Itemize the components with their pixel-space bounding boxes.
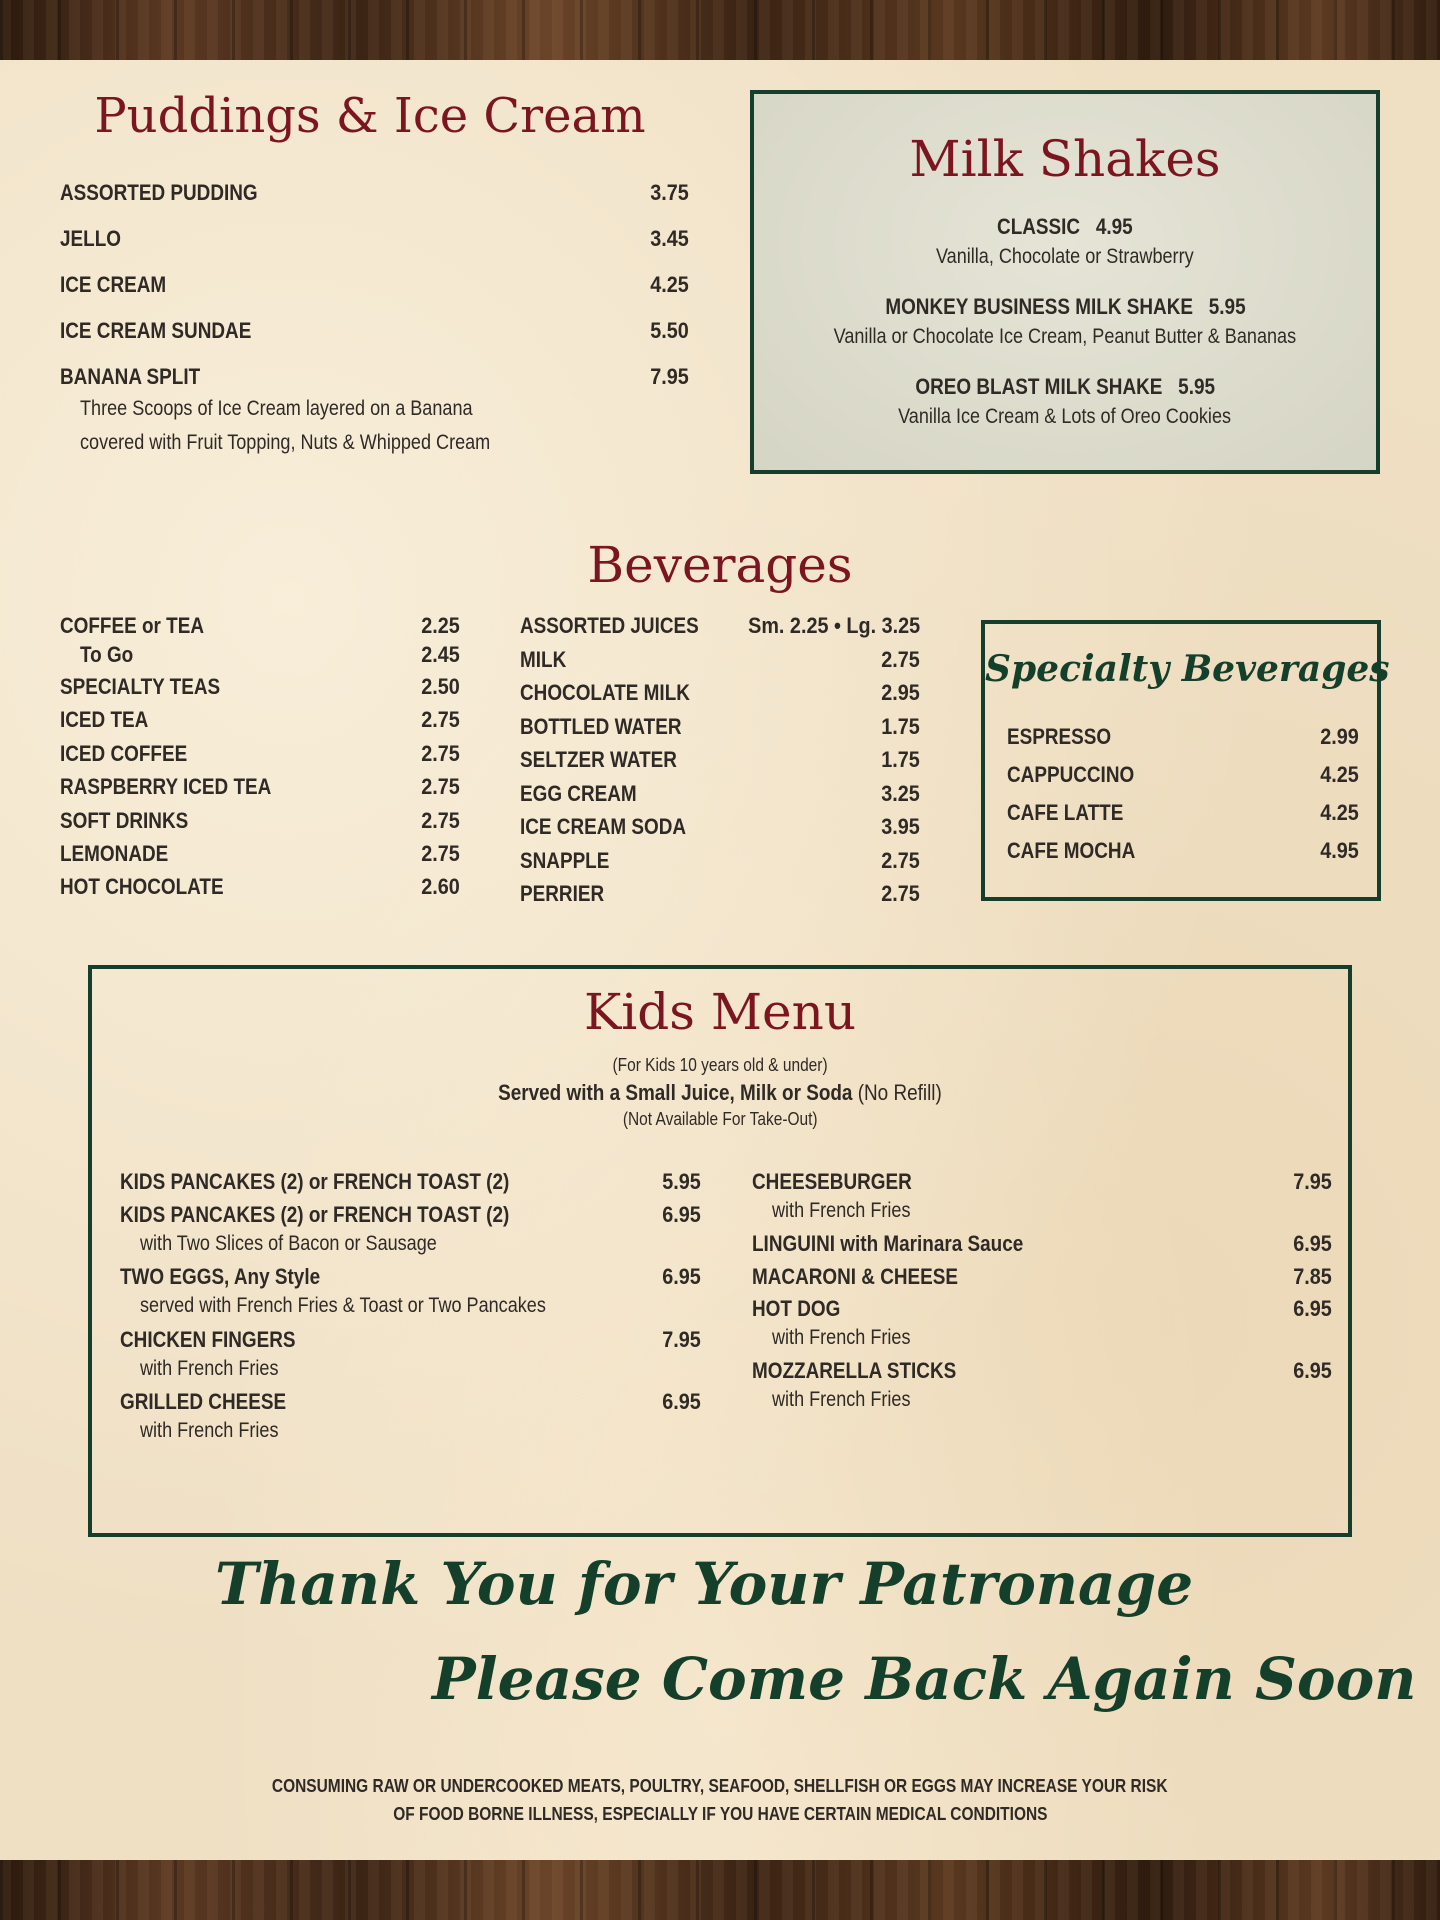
kids-menu-box	[88, 965, 1352, 1537]
thanks-line-2: Please Come Back Again Soon	[432, 1645, 1417, 1713]
wood-border-bottom	[0, 1860, 1440, 1920]
beverage-name: ICED COFFEE	[60, 741, 188, 766]
beverages-title: Beverages	[587, 536, 853, 594]
kids-item-desc: with French Fries	[772, 1199, 911, 1222]
beverage-price: 2.75	[881, 881, 920, 906]
milkshake-price: 5.95	[1208, 294, 1246, 319]
beverage-price: 2.75	[421, 707, 460, 732]
specialty-price: 4.25	[1320, 800, 1359, 825]
kids-item-name: MACARONI & CHEESE	[752, 1264, 959, 1289]
banana-split-desc: covered with Fruit Topping, Nuts & Whipped Cream	[80, 431, 491, 454]
kids-item-price: 7.85	[1293, 1264, 1332, 1289]
kids-item-price: 6.95	[1293, 1358, 1332, 1383]
specialty-name: CAPPUCCINO	[1007, 762, 1135, 787]
beverage-name: HOT CHOCOLATE	[60, 874, 224, 899]
kids-item-name: KIDS PANCAKES (2) or FRENCH TOAST (2)	[120, 1169, 510, 1194]
pudding-item-name: JELLO	[60, 226, 121, 251]
kids-note	[92, 1109, 1348, 1130]
kids-note	[92, 1055, 1348, 1076]
specialty-box	[981, 620, 1390, 901]
beverage-name: BOTTLED WATER	[520, 714, 682, 739]
milkshakes-box	[750, 90, 1380, 474]
beverage-price: 3.95	[881, 814, 920, 839]
kids-note-bold: Served with a Small Juice, Milk or Soda	[498, 1080, 853, 1105]
pudding-item-price: 3.75	[650, 180, 689, 205]
beverage-name: MILK	[520, 647, 567, 672]
milkshake-price: 5.95	[1177, 374, 1215, 399]
beverage-price: 2.75	[881, 647, 920, 672]
kids-item-desc: with French Fries	[140, 1419, 279, 1442]
kids-item-price: 7.95	[1293, 1169, 1332, 1194]
kids-item-price: 6.95	[662, 1202, 701, 1227]
kids-item-price: 6.95	[662, 1389, 701, 1414]
kids-note-text: (Not Available For Take-Out)	[622, 1109, 818, 1129]
specialty-price: 4.25	[1320, 762, 1359, 787]
milkshakes-title: Milk Shakes	[909, 130, 1221, 188]
beverage-name: LEMONADE	[60, 841, 169, 866]
beverage-price: 1.75	[881, 747, 920, 772]
beverage-name: CHOCOLATE MILK	[520, 680, 690, 705]
beverage-name: COFFEE or TEA	[60, 613, 205, 638]
beverage-name: SELTZER WATER	[520, 747, 677, 772]
milkshake-desc	[754, 325, 1376, 349]
beverage-price: 3.25	[881, 781, 920, 806]
beverage-price: 2.75	[881, 848, 920, 873]
kids-note	[92, 1080, 1348, 1106]
beverage-name: EGG CREAM	[520, 781, 637, 806]
kids-item-desc: with French Fries	[772, 1388, 911, 1411]
milkshake-item	[754, 294, 1376, 320]
beverage-price: 2.75	[421, 774, 460, 799]
milkshake-name: MONKEY BUSINESS MILK SHAKE	[884, 294, 1193, 319]
beverage-price: 2.75	[421, 841, 460, 866]
beverage-price: 2.45	[421, 642, 460, 667]
beverage-price: 1.75	[881, 714, 920, 739]
beverage-name: ICED TEA	[60, 707, 149, 732]
kids-item-name: CHICKEN FINGERS	[120, 1327, 296, 1352]
beverage-price: 2.75	[421, 808, 460, 833]
specialty-price: 4.95	[1320, 838, 1359, 863]
pudding-item-price: 5.50	[650, 318, 689, 343]
kids-note-rest: (No Refill)	[852, 1080, 942, 1105]
milkshake-desc-text: Vanilla, Chocolate or Strawberry	[936, 245, 1194, 268]
beverage-name: SNAPPLE	[520, 848, 610, 873]
kids-item-name: TWO EGGS, Any Style	[120, 1264, 321, 1289]
pudding-item-price: 3.45	[650, 226, 689, 251]
milkshake-name: CLASSIC	[997, 214, 1081, 239]
milkshake-desc	[754, 245, 1376, 269]
beverage-price: 2.60	[421, 874, 460, 899]
milkshake-desc-text: Vanilla or Chocolate Ice Cream, Peanut Butter & Bananas	[833, 325, 1297, 348]
specialty-price: 2.99	[1320, 724, 1359, 749]
milkshake-price: 4.95	[1095, 214, 1133, 239]
kids-note-text: (For Kids 10 years old & under)	[612, 1055, 828, 1075]
pudding-item-name: ASSORTED PUDDING	[60, 180, 258, 205]
disclaimer-line: CONSUMING RAW OR UNDERCOOKED MEATS, POULTRY, SEAFOOD, SHELLFISH OR EGGS MAY INCREASE YOUR RISK	[272, 1776, 1168, 1796]
specialty-name: CAFE LATTE	[1007, 800, 1124, 825]
disclaimer-line: OF FOOD BORNE ILLNESS, ESPECIALLY IF YOU HAVE CERTAIN MEDICAL CONDITIONS	[392, 1804, 1048, 1824]
beverage-name: SPECIALTY TEAS	[60, 674, 221, 699]
kids-item-price: 5.95	[662, 1169, 701, 1194]
beverage-name: ICE CREAM SODA	[520, 814, 687, 839]
kids-item-name: KIDS PANCAKES (2) or FRENCH TOAST (2)	[120, 1202, 510, 1227]
beverage-price: 2.75	[421, 741, 460, 766]
kids-title: Kids Menu	[583, 983, 857, 1041]
beverage-name: ASSORTED JUICES	[520, 613, 699, 638]
milkshake-desc-text: Vanilla Ice Cream & Lots of Oreo Cookies	[898, 405, 1232, 428]
pudding-item-price: 4.25	[650, 272, 689, 297]
kids-item-price: 6.95	[662, 1264, 701, 1289]
kids-item-desc: served with French Fries & Toast or Two Pancakes	[140, 1294, 546, 1317]
puddings-title: Puddings & Ice Cream	[94, 88, 646, 144]
specialty-name: CAFE MOCHA	[1007, 838, 1136, 863]
wood-border-top	[0, 0, 1440, 60]
milkshake-desc	[754, 405, 1376, 429]
menu-page	[0, 60, 1440, 1860]
pudding-item-name: ICE CREAM	[60, 272, 167, 297]
kids-item-price: 6.95	[1293, 1231, 1332, 1256]
kids-item-price: 7.95	[662, 1327, 701, 1352]
milkshake-item	[754, 374, 1376, 400]
specialty-title: Specialty Beverages	[985, 648, 1390, 690]
disclaimer	[0, 1804, 1440, 1825]
beverage-price: 2.95	[881, 680, 920, 705]
banana-split-desc: Three Scoops of Ice Cream layered on a Banana	[80, 397, 473, 420]
kids-item-name: HOT DOG	[752, 1296, 841, 1321]
pudding-item-name: BANANA SPLIT	[60, 364, 201, 389]
disclaimer	[0, 1776, 1440, 1797]
beverage-name: PERRIER	[520, 881, 605, 906]
kids-item-desc: with French Fries	[772, 1326, 911, 1349]
kids-item-desc: with Two Slices of Bacon or Sausage	[140, 1232, 437, 1255]
pudding-item-price: 7.95	[650, 364, 689, 389]
beverage-price: 2.50	[421, 674, 460, 699]
milkshake-name: OREO BLAST MILK SHAKE	[915, 374, 1163, 399]
thanks-line-1: Thank You for Your Patronage	[215, 1550, 1194, 1618]
pudding-item-name: ICE CREAM SUNDAE	[60, 318, 252, 343]
kids-item-name: MOZZARELLA STICKS	[752, 1358, 957, 1383]
beverage-name: To Go	[80, 642, 134, 667]
kids-item-name: GRILLED CHEESE	[120, 1389, 287, 1414]
kids-item-desc: with French Fries	[140, 1357, 279, 1380]
beverage-price: Sm. 2.25 • Lg. 3.25	[747, 613, 920, 638]
milkshake-item	[754, 214, 1376, 240]
beverage-price: 2.25	[421, 613, 460, 638]
specialty-name: ESPRESSO	[1007, 724, 1112, 749]
kids-item-price: 6.95	[1293, 1296, 1332, 1321]
beverage-name: RASPBERRY ICED TEA	[60, 774, 272, 799]
beverage-name: SOFT DRINKS	[60, 808, 189, 833]
kids-item-name: CHEESEBURGER	[752, 1169, 912, 1194]
kids-item-name: LINGUINI with Marinara Sauce	[752, 1231, 1024, 1256]
